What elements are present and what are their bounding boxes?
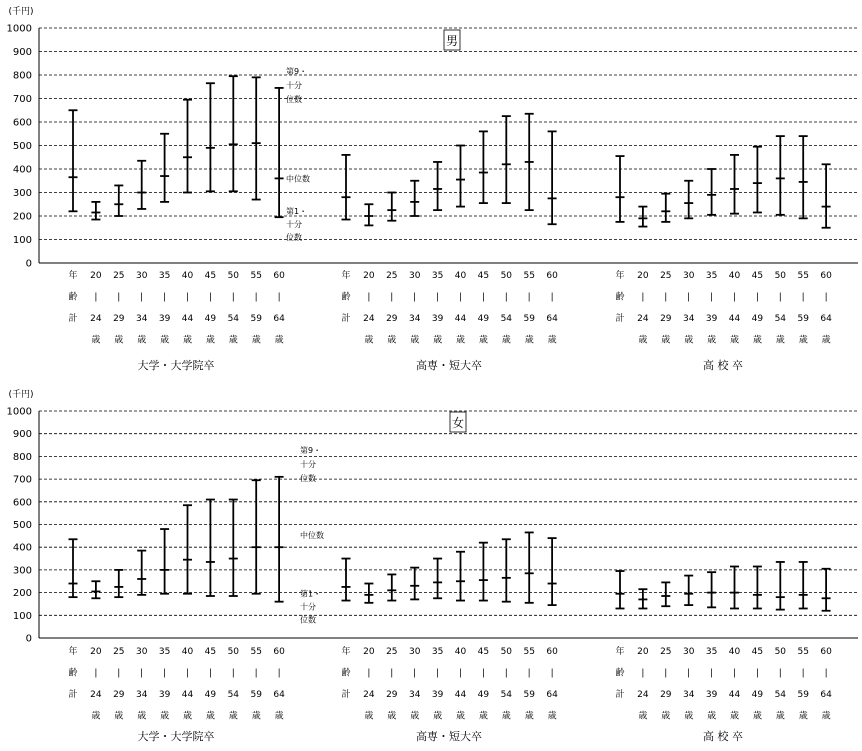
category-tick-label: 歳 [160,335,170,346]
category-tick-label: | [185,668,190,679]
category-tick-label: | [208,292,212,303]
category-tick-label: | [824,668,828,679]
category-tick-label: 59 [250,690,262,700]
category-tick-label: 年 [615,271,625,281]
chart-title: 女 [451,416,465,430]
category-tick-label: 29 [386,314,398,324]
category-tick-label: 歳 [684,711,694,722]
category-tick-label: 40 [728,271,741,281]
y-unit-label: (千円) [8,7,34,17]
category-tick-label: | [710,292,714,303]
category-tick-label: 24 [363,690,375,700]
category-tick-label: 49 [751,690,764,700]
category-tick-label: 55 [250,647,262,657]
category-tick-label: 歳 [455,335,466,346]
category-tick-label: 24 [637,314,649,324]
category-tick-label: 歳 [137,335,147,346]
category-tick-label: | [94,292,98,303]
group-label: 大学・大学院卒 [137,359,215,372]
annotation-p10: 第1・ [286,207,308,217]
y-tick-label: 900 [12,47,32,58]
category-tick-label: 歳 [524,335,534,346]
category-tick-label: 歳 [524,711,534,722]
category-tick-label: 歳 [798,711,808,722]
category-tick-label: | [94,668,98,679]
annotation-p90: 十分 [300,459,316,469]
category-tick-label: 44 [728,314,741,324]
category-tick-label: 39 [705,314,718,324]
category-tick-label: 歳 [455,711,466,722]
category-tick-label: 54 [774,314,787,324]
group-3 [615,562,832,743]
category-tick-label: 60 [546,647,558,657]
category-tick-label: 歳 [228,335,238,346]
category-tick-label: | [458,292,463,303]
annotation-p10: 第1・ [300,589,322,599]
category-tick-label: 50 [500,647,513,657]
category-tick-label: 歳 [433,711,443,722]
category-tick-label: | [277,292,281,303]
category-tick-label: 歳 [364,335,374,346]
category-tick-label: 歳 [478,335,488,346]
category-tick-label: 59 [797,314,809,324]
category-tick-label: 35 [158,271,171,281]
category-tick-label: 20 [637,271,649,281]
category-tick-label: 20 [637,647,649,657]
category-tick-label: | [413,292,417,303]
category-tick-label: 64 [820,314,832,324]
category-tick-label: 55 [523,271,535,281]
category-tick-label: 34 [408,314,421,324]
group-label: 大学・大学院卒 [137,730,215,743]
y-tick-label: 900 [12,429,32,441]
category-tick-label: 20 [90,647,102,657]
annotation-median: 中位数 [286,174,310,184]
group-1 [68,477,285,743]
group-label: 高専・短大卒 [416,730,483,743]
category-tick-label: 24 [637,690,649,700]
category-tick-label: 歳 [775,335,785,346]
y-tick-label: 300 [12,565,32,577]
y-tick-label: 400 [12,542,32,554]
category-tick-label: 歳 [364,711,374,722]
annotation-p10: 十分 [286,220,302,230]
category-tick-label: | [504,292,508,303]
category-tick-label: 49 [477,690,490,700]
y-tick-label: 200 [12,211,32,223]
category-tick-label: 35 [431,647,444,657]
category-tick-label: 歳 [433,335,443,346]
category-tick-label: | [117,668,121,679]
category-tick-label: 60 [546,271,558,281]
y-tick-label: 100 [12,610,32,622]
category-tick-label: 歳 [798,335,808,346]
category-tick-label: | [710,668,714,679]
category-tick-label: 40 [181,271,194,281]
chart-panel-2 [7,389,858,743]
annotation-p90: 位数 [300,473,316,483]
category-tick-label: 齢 [341,292,351,303]
category-tick-label: | [163,292,167,303]
category-tick-label: 歳 [274,711,284,722]
category-tick-label: | [208,668,212,679]
category-tick-label: 歳 [114,711,124,722]
category-tick-label: 歳 [638,335,648,346]
category-tick-label: 35 [705,271,718,281]
category-tick-label: 歳 [661,335,671,346]
category-tick-label: 歳 [251,711,261,722]
category-tick-label: 30 [135,647,148,657]
category-tick-label: 計 [615,314,625,324]
category-tick-label: 歳 [387,711,397,722]
category-tick-label: 40 [181,647,194,657]
category-tick-label: 計 [615,690,625,700]
category-tick-label: | [481,668,485,679]
y-tick-label: 800 [12,451,32,463]
category-tick-label: 計 [341,314,351,324]
category-tick-label: 49 [751,314,764,324]
category-tick-label: 30 [682,271,695,281]
category-tick-label: 25 [660,271,672,281]
category-tick-label: 40 [728,647,741,657]
category-tick-label: | [641,292,645,303]
category-tick-label: | [436,292,440,303]
category-tick-label: 年 [68,271,78,281]
category-tick-label: | [390,292,394,303]
category-tick-label: 歳 [160,711,170,722]
annotation-p90: 十分 [286,80,302,90]
category-tick-label: | [277,668,281,679]
category-tick-label: 歳 [752,335,762,346]
category-tick-label: 30 [682,647,695,657]
category-tick-label: | [231,292,235,303]
category-tick-label: 64 [546,690,558,700]
category-tick-label: 45 [477,271,490,281]
category-tick-label: 34 [135,314,148,324]
category-tick-label: 30 [408,271,421,281]
category-tick-label: 39 [158,314,171,324]
category-tick-label: 歳 [638,711,648,722]
category-tick-label: 歳 [387,335,397,346]
category-tick-label: 55 [250,271,262,281]
annotation-p10: 位数 [286,233,302,243]
group-label: 高専・短大卒 [416,359,483,372]
category-tick-label: | [664,668,668,679]
category-tick-label: 歳 [775,711,785,722]
category-tick-label: 年 [615,647,625,657]
category-tick-label: | [458,668,463,679]
category-tick-label: 歳 [410,711,420,722]
category-tick-label: 25 [660,647,672,657]
category-tick-label: 歳 [182,335,193,346]
category-tick-label: 29 [660,690,672,700]
category-tick-label: 34 [408,690,421,700]
category-tick-label: 45 [204,647,217,657]
category-tick-label: 歳 [661,711,671,722]
category-tick-label: 35 [158,647,171,657]
category-tick-label: | [117,292,121,303]
category-tick-label: 49 [477,314,490,324]
y-tick-label: 300 [12,188,32,199]
category-tick-label: 54 [227,690,240,700]
y-tick-label: 800 [12,70,32,82]
group-1 [68,76,285,372]
annotation-p10: 十分 [300,602,316,612]
category-tick-label: 39 [431,314,444,324]
category-tick-label: | [254,292,258,303]
category-tick-label: 24 [90,314,102,324]
category-tick-label: | [163,668,167,679]
category-tick-label: 50 [774,647,787,657]
category-tick-label: 歳 [274,335,284,346]
annotation-p90: 第9・ [286,66,308,76]
category-tick-label: | [687,292,691,303]
category-tick-label: | [550,668,554,679]
category-tick-label: | [231,668,235,679]
category-tick-label: 年 [341,271,351,281]
category-tick-label: 歳 [114,335,124,346]
category-tick-label: 45 [751,647,764,657]
category-tick-label: 34 [135,690,148,700]
category-tick-label: 歳 [684,335,694,346]
category-tick-label: | [778,668,782,679]
category-tick-label: | [755,668,759,679]
category-tick-label: 25 [386,647,398,657]
category-tick-label: | [367,668,371,679]
category-tick-label: 44 [181,314,194,324]
category-tick-label: 64 [820,690,832,700]
category-tick-label: 45 [204,271,217,281]
group-label: 高 校 卒 [703,359,744,372]
category-tick-label: 歳 [205,711,215,722]
category-tick-label: 39 [431,690,444,700]
category-tick-label: | [824,292,828,303]
category-tick-label: 24 [90,690,102,700]
annotation-p90: 第9・ [300,445,322,455]
category-tick-label: 60 [273,271,285,281]
category-tick-label: 64 [546,314,558,324]
category-tick-label: 25 [113,271,125,281]
group-2 [341,114,558,372]
category-tick-label: 50 [227,647,240,657]
category-tick-label: 20 [363,271,375,281]
annotations [286,66,310,242]
category-tick-label: 計 [68,690,78,700]
category-tick-label: 齢 [341,668,351,679]
annotation-p10: 位数 [300,615,316,625]
y-tick-label: 700 [12,94,32,105]
category-tick-label: 49 [204,314,217,324]
category-tick-label: 44 [181,690,194,700]
category-tick-label: 歳 [205,335,215,346]
y-unit-label: (千円) [8,390,34,400]
category-tick-label: | [527,668,531,679]
category-tick-label: 44 [728,690,741,700]
category-tick-label: 齢 [68,668,78,679]
category-tick-label: 30 [135,271,148,281]
category-tick-label: | [801,292,805,303]
category-tick-label: 59 [250,314,262,324]
category-tick-label: 歳 [251,335,261,346]
category-tick-label: 54 [774,690,787,700]
category-tick-label: 29 [660,314,672,324]
category-tick-label: 60 [820,647,832,657]
category-tick-label: 34 [682,690,695,700]
y-tick-label: 500 [12,141,32,152]
category-tick-label: 年 [68,647,78,657]
category-tick-label: 歳 [137,711,147,722]
category-tick-label: 29 [113,314,125,324]
y-tick-label: 700 [12,474,32,486]
category-tick-label: 35 [705,647,718,657]
category-tick-label: 齢 [68,292,78,303]
category-tick-label: 44 [454,314,467,324]
category-tick-label: 歳 [821,711,831,722]
y-tick-label: 600 [12,117,32,129]
category-tick-label: 齢 [615,292,625,303]
category-tick-label: 歳 [821,335,831,346]
y-tick-label: 0 [25,258,32,270]
category-tick-label: 計 [68,314,78,324]
category-tick-label: | [755,292,759,303]
category-tick-label: | [140,292,144,303]
category-tick-label: | [664,292,668,303]
category-tick-label: 25 [113,647,125,657]
category-tick-label: 30 [408,647,421,657]
category-tick-label: 39 [158,690,171,700]
category-tick-label: 55 [797,271,809,281]
group-label: 高 校 卒 [703,730,744,743]
category-tick-label: 59 [523,690,535,700]
category-tick-label: 45 [751,271,764,281]
category-tick-label: 歳 [501,711,511,722]
category-tick-label: 20 [90,271,102,281]
category-tick-label: 54 [500,690,513,700]
category-tick-label: 54 [500,314,513,324]
category-tick-label: 計 [341,690,351,700]
category-tick-label: 25 [386,271,398,281]
category-tick-label: 64 [273,314,285,324]
category-tick-label: 24 [363,314,375,324]
category-tick-label: 年 [341,647,351,657]
category-tick-label: | [254,668,258,679]
chart-title: 男 [445,34,459,48]
annotation-median: 中位数 [300,531,324,541]
category-tick-label: 歳 [410,335,420,346]
category-tick-label: | [367,292,371,303]
category-tick-label: 歳 [547,335,557,346]
category-tick-label: 44 [454,690,467,700]
category-tick-label: 歳 [547,711,557,722]
category-tick-label: | [527,292,531,303]
category-tick-label: | [801,668,805,679]
category-tick-label: 50 [774,271,787,281]
y-tick-label: 0 [25,633,32,645]
annotations [300,445,324,625]
category-tick-label: 54 [227,314,240,324]
y-tick-label: 400 [12,164,32,176]
category-tick-label: | [550,292,554,303]
category-tick-label: 歳 [752,711,762,722]
category-tick-label: 55 [797,647,809,657]
category-tick-label: 歳 [501,335,511,346]
category-tick-label: 59 [523,314,535,324]
category-tick-label: | [778,292,782,303]
category-tick-label: 歳 [707,711,717,722]
category-tick-label: 歳 [91,711,101,722]
category-tick-label: 齢 [615,668,625,679]
annotation-p90: 位数 [286,94,302,104]
category-tick-label: 29 [386,690,398,700]
category-tick-label: 60 [273,647,285,657]
category-tick-label: 59 [797,690,809,700]
y-tick-label: 1000 [6,23,32,35]
category-tick-label: | [481,292,485,303]
category-tick-label: 歳 [478,711,488,722]
category-tick-label: | [732,292,737,303]
category-tick-label: 29 [113,690,125,700]
category-tick-label: | [140,668,144,679]
category-tick-label: 50 [227,271,240,281]
category-tick-label: | [641,668,645,679]
category-tick-label: | [732,668,737,679]
category-tick-label: 20 [363,647,375,657]
category-tick-label: 歳 [729,711,740,722]
category-tick-label: 45 [477,647,490,657]
category-tick-label: | [687,668,691,679]
category-tick-label: | [390,668,394,679]
y-tick-label: 200 [12,588,32,600]
category-tick-label: | [185,292,190,303]
category-tick-label: 64 [273,690,285,700]
y-tick-label: 600 [12,497,32,509]
category-tick-label: | [436,668,440,679]
category-tick-label: 歳 [228,711,238,722]
category-tick-label: 歳 [91,335,101,346]
category-tick-label: 歳 [707,335,717,346]
category-tick-label: 60 [820,271,832,281]
y-tick-label: 500 [12,520,32,531]
y-tick-label: 1000 [6,406,32,418]
category-tick-label: 55 [523,647,535,657]
group-3 [615,136,832,372]
category-tick-label: 50 [500,271,513,281]
category-tick-label: 40 [454,647,467,657]
category-tick-label: 歳 [729,335,740,346]
category-tick-label: 49 [204,690,217,700]
category-tick-label: 歳 [182,711,193,722]
category-tick-label: 39 [705,690,718,700]
chart-panel-1 [7,6,858,372]
category-tick-label: 35 [431,271,444,281]
category-tick-label: 34 [682,314,695,324]
y-tick-label: 100 [12,235,32,246]
category-tick-label: | [504,668,508,679]
category-tick-label: | [413,668,417,679]
category-tick-label: 40 [454,271,467,281]
